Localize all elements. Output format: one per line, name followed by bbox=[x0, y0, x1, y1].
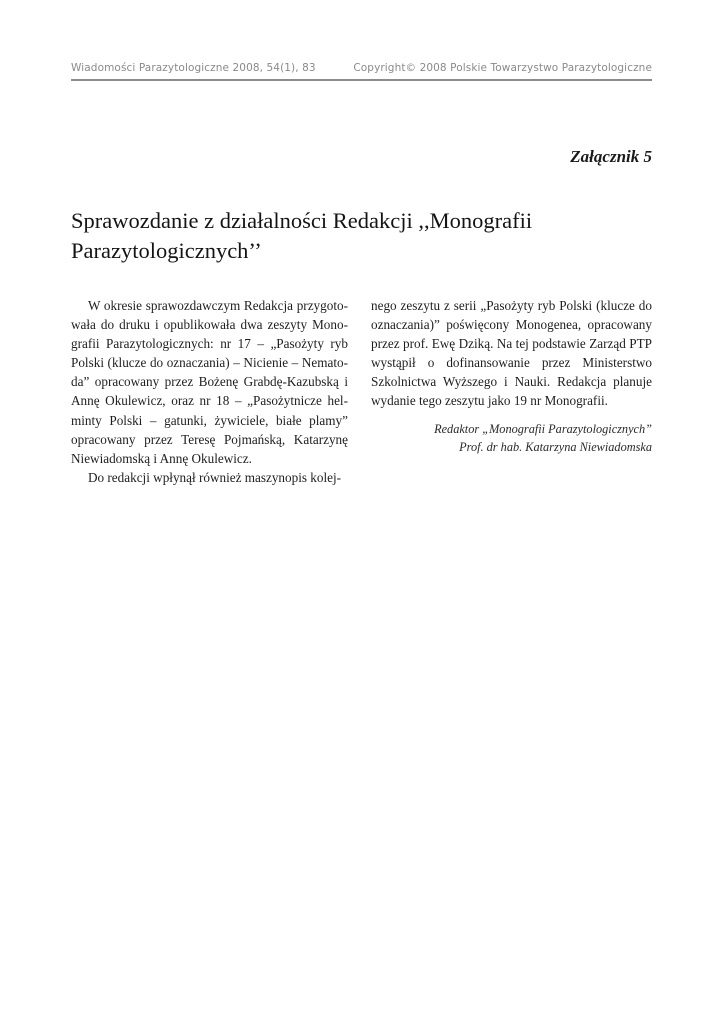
paragraph-2-text-right: nego zeszytu z serii „Pasożyty ryb Polski (klucze do oznaczania)” poświęcony Monogenea, opracowany przez prof. Ewę Dziką. Na tej podstawie Zarząd PTP wystąpił o dofinansowanie przez Ministerstwo Szkolnictwa Wyższego i Nauki. Redakcja planuje wydanie tego zeszytu jako 19 nr Monografii. bbox=[371, 298, 652, 409]
paragraph-2-text-left: Do redakcji wpłynął również maszynopis kolej- bbox=[88, 469, 342, 485]
body-column-left bbox=[71, 296, 348, 487]
paragraph-2-start bbox=[71, 468, 348, 487]
paragraph-2-continued bbox=[371, 296, 652, 411]
signature-role: Redaktor „Monografii Parazytologicznych” bbox=[434, 422, 652, 436]
header-rule bbox=[71, 79, 652, 81]
paragraph-1: W okresie sprawozdawczym Redakcja przygotowała do druku i opublikowała dwa zeszyty Monografii Parazytologicznych: nr 17 – „Pasożyty ryb Polski (klucze do oznaczania) – Nicienie – Nematoda” opracowany przez Bożenę Grabdę-Kazubską i Annę Okulewicz, oraz nr 18 – „Pasożytnicze helminty Polski – gatunki, żywiciele, białe plamy” opracowany przez Teresę Pojmańską, Katarzynę Niewiadomską i Annę Okulewicz. bbox=[71, 298, 348, 466]
body-column-right bbox=[371, 296, 652, 411]
copyright-notice: Copyright© 2008 Polskie Towarzystwo Parazytologiczne bbox=[353, 62, 652, 74]
article-title: Sprawozdanie z działalności Redakcji ,,Monografii Parazytologicznych’’ bbox=[71, 208, 533, 263]
running-head bbox=[71, 62, 652, 80]
editor-signature bbox=[434, 421, 652, 456]
journal-citation: Wiadomości Parazytologiczne 2008, 54(1), 83 bbox=[71, 62, 316, 74]
appendix-label: Załącznik 5 bbox=[570, 147, 652, 166]
signature-name: Prof. dr hab. Katarzyna Niewiadomska bbox=[459, 439, 652, 454]
